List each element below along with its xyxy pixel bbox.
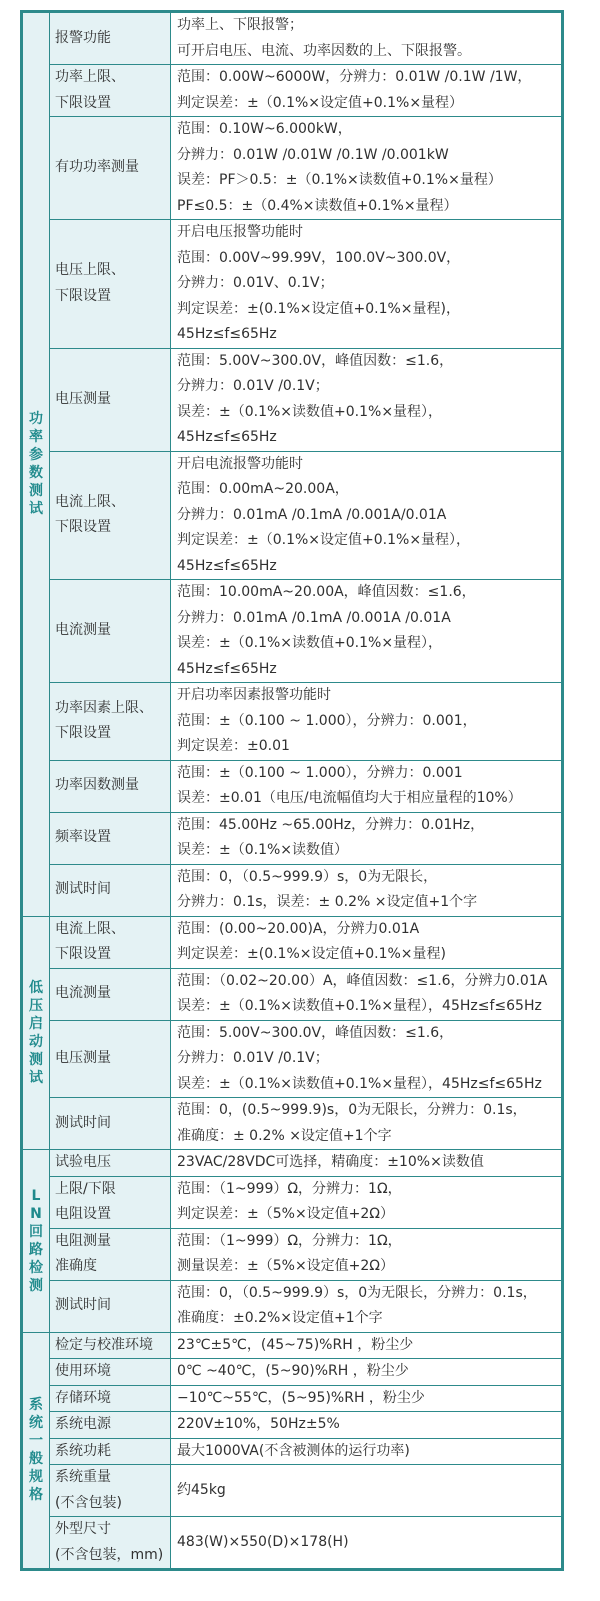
- spec-value: [171, 760, 563, 812]
- spec-row: [22, 1020, 563, 1098]
- spec-table-body: [22, 12, 563, 1570]
- spec-label-line: 电流测量: [55, 985, 111, 1002]
- spec-label-line: 电流上限、: [55, 920, 125, 937]
- spec-label: [50, 760, 171, 812]
- spec-value: [171, 220, 563, 349]
- spec-value-line: 判定误差：±（0.1%×设定值+0.1%×量程），: [177, 532, 471, 548]
- spec-value-line: 45Hz≤f≤65Hz: [177, 660, 277, 677]
- spec-row: [22, 812, 563, 864]
- spec-value-line: 判定误差：±（5%×设定值+2Ω）: [177, 1206, 395, 1222]
- spec-label-line: 电流上限、: [55, 493, 125, 510]
- spec-value-line: 45Hz≤f≤65Hz: [177, 326, 277, 342]
- spec-value-line: 误差：PF＞0.5：±（0.1%×读数值+0.1%×量程）: [177, 172, 502, 188]
- spec-label: [50, 220, 171, 349]
- spec-label-line: 存储环境: [55, 1389, 111, 1406]
- spec-row: [22, 683, 563, 761]
- spec-value: [171, 683, 563, 761]
- section-title: 系 统 一 般 规 格: [22, 1332, 50, 1570]
- spec-value-line: 分辨力：0.01V /0.1V；: [177, 1050, 329, 1066]
- spec-row: [22, 220, 563, 349]
- spec-value-line: 分辨力：0.01W /0.01W /0.1W /0.001kW: [177, 146, 449, 163]
- spec-value-line: 范围：±（0.100 ~ 1.000），分辨力：0.001，: [177, 712, 477, 729]
- spec-value-line: 误差：±（0.1%×读数值+0.1%×量程），45Hz≤f≤65Hz: [177, 1075, 542, 1092]
- spec-value: [171, 1176, 563, 1228]
- spec-value-line: 可开启电压、电流、功率因数的上、下限报警。: [177, 42, 471, 59]
- spec-label-line: 下限设置: [55, 287, 111, 304]
- spec-row: [22, 117, 563, 220]
- spec-value-line: 范围：(0.00~20.00)A，分辨力0.01A: [177, 920, 420, 937]
- spec-row: [22, 1280, 563, 1332]
- spec-value-line: 测量误差：±（5%×设定值+2Ω）: [177, 1258, 395, 1274]
- spec-row: [22, 760, 563, 812]
- spec-value: [171, 1359, 563, 1386]
- spec-label-line: 电压测量: [55, 1050, 111, 1066]
- spec-value-line: 23℃±5℃，(45~75)%RH ，粉尘少: [177, 1336, 414, 1353]
- spec-row: [22, 348, 563, 451]
- spec-label-line: 电阻设置: [55, 1206, 111, 1222]
- spec-label: [50, 1020, 171, 1098]
- spec-value-line: 范围：5.00V~300.0V，峰值因数：≤1.6，: [177, 352, 454, 369]
- spec-value-line: 范围：0.10W~6.000kW，: [177, 121, 352, 137]
- spec-row: [22, 916, 563, 968]
- spec-label: [50, 348, 171, 451]
- spec-label-line: 报警功能: [55, 29, 111, 46]
- spec-label-line: 检定与校准环境: [55, 1336, 153, 1353]
- spec-label-line: 电流测量: [55, 622, 111, 639]
- spec-row: [22, 864, 563, 916]
- spec-label-line: 有功功率测量: [55, 159, 139, 176]
- spec-value-line: 范围：（1~999）Ω，分辨力：1Ω，: [177, 1232, 402, 1249]
- spec-label: [50, 451, 171, 580]
- spec-value: [171, 1385, 563, 1412]
- spec-value-line: 功率上、下限报警；: [177, 17, 303, 33]
- spec-value: [171, 1098, 563, 1150]
- spec-value-line: 开启功率因素报警功能时: [177, 687, 331, 703]
- spec-value: [171, 1465, 563, 1517]
- spec-value-line: 23VAC/28VDC可选择，精确度：±10%×读数值: [177, 1154, 484, 1170]
- spec-label-line: 频率设置: [55, 829, 111, 846]
- spec-value-line: PF≤0.5：±（0.4%×读数值+0.1%×量程）: [177, 197, 458, 214]
- spec-label-line: 电压测量: [55, 390, 111, 407]
- spec-row: [22, 1465, 563, 1517]
- spec-value-line: 范围：±（0.100 ~ 1.000），分辨力：0.001: [177, 764, 463, 781]
- spec-value: [171, 1150, 563, 1177]
- spec-label: [50, 683, 171, 761]
- section-title: L N 回 路 检 测: [22, 1150, 50, 1333]
- spec-row: [22, 1438, 563, 1465]
- spec-value-line: 范围：45.00Hz ~65.00Hz，分辨力：0.01Hz，: [177, 816, 485, 833]
- spec-label-line: 系统重量: [55, 1469, 111, 1485]
- spec-value-line: 范围：0.00mA~20.00A，: [177, 481, 349, 497]
- spec-value: [171, 348, 563, 451]
- spec-label-line: 准确度: [55, 1258, 97, 1274]
- spec-value-line: 开启电流报警功能时: [177, 455, 303, 472]
- spec-value: [171, 117, 563, 220]
- spec-value-line: 范围：0，(0.5~999.9)s，0为无限长，分辨力：0.1s，: [177, 1102, 527, 1118]
- spec-value-line: 范围：10.00mA~20.00A，峰值因数：≤1.6，: [177, 584, 476, 600]
- spec-label: [50, 864, 171, 916]
- spec-value-line: 分辨力：0.01V /0.1V；: [177, 378, 329, 394]
- spec-row: [22, 1412, 563, 1439]
- spec-label: [50, 1332, 171, 1359]
- spec-value-line: 误差：±（0.1%×读数值+0.1%×量程），45Hz≤f≤65Hz: [177, 998, 542, 1014]
- spec-value-line: 范围：（1~999）Ω，分辨力：1Ω，: [177, 1180, 402, 1197]
- spec-value: [171, 916, 563, 968]
- spec-label-line: 测试时间: [55, 881, 111, 898]
- spec-label: [50, 12, 171, 65]
- spec-value-line: 判定误差：±(0.1%×设定值+0.1%×量程)，: [177, 300, 460, 317]
- spec-value-line: 准确度：± 0.2% ×设定值+1个字: [177, 1127, 392, 1144]
- spec-label-line: 下限设置: [55, 94, 111, 111]
- spec-label-line: (不含包装，mm): [55, 1546, 164, 1563]
- spec-value-line: 误差：±（0.1%×读数值+0.1%×量程），: [177, 403, 443, 420]
- spec-row: [22, 65, 563, 117]
- spec-label: [50, 65, 171, 117]
- spec-value-line: 范围：0，（0.5~999.9）s，0为无限长，: [177, 868, 438, 885]
- section-title: 功 率 参 数 测 试: [22, 12, 50, 917]
- spec-label: [50, 1385, 171, 1412]
- spec-value: [171, 1020, 563, 1098]
- spec-label-line: 测试时间: [55, 1297, 111, 1314]
- spec-value-line: 483(W)×550(D)×178(H): [177, 1533, 349, 1550]
- spec-value-line: 分辨力：0.01mA /0.1mA /0.001A /0.01A: [177, 609, 451, 626]
- spec-value: [171, 812, 563, 864]
- spec-value: [171, 1412, 563, 1439]
- spec-label: [50, 1098, 171, 1150]
- spec-row: [22, 451, 563, 580]
- spec-value-line: 开启电压报警功能时: [177, 224, 303, 240]
- spec-row: [22, 968, 563, 1020]
- spec-value: [171, 12, 563, 65]
- spec-value-line: 误差：±（0.1%×读数值）: [177, 842, 349, 858]
- spec-label: [50, 1517, 171, 1570]
- spec-label: [50, 1176, 171, 1228]
- spec-row: [22, 1332, 563, 1359]
- spec-value: [171, 580, 563, 683]
- spec-row: [22, 1098, 563, 1150]
- spec-value-line: 0℃ ~40℃，(5~90)%RH ，粉尘少: [177, 1363, 409, 1379]
- spec-label-line: 功率上限、: [55, 69, 125, 85]
- spec-value: [171, 968, 563, 1020]
- spec-value-line: 分辨力：0.01mA /0.1mA /0.001A/0.01A: [177, 506, 447, 523]
- spec-label-line: 电阻测量: [55, 1232, 111, 1249]
- spec-label-line: 下限设置: [55, 519, 111, 536]
- spec-value: [171, 1228, 563, 1280]
- spec-label-line: 试验电压: [55, 1154, 111, 1170]
- spec-label: [50, 117, 171, 220]
- spec-value-line: 分辨力：0.1s，误差：± 0.2% ×设定值+1个字: [177, 894, 478, 910]
- spec-row: [22, 1517, 563, 1570]
- spec-value: [171, 1438, 563, 1465]
- spec-value: [171, 1332, 563, 1359]
- spec-label: [50, 1465, 171, 1517]
- spec-row: [22, 12, 563, 65]
- spec-label-line: 下限设置: [55, 725, 111, 742]
- spec-value-line: 准确度：±0.2%×设定值+1个字: [177, 1310, 383, 1326]
- spec-label: [50, 580, 171, 683]
- spec-label: [50, 812, 171, 864]
- spec-value: [171, 864, 563, 916]
- spec-value: [171, 451, 563, 580]
- spec-value-line: −10℃~55℃，(5~95)%RH ，粉尘少: [177, 1389, 425, 1406]
- spec-label-line: 使用环境: [55, 1363, 111, 1379]
- spec-row: [22, 580, 563, 683]
- spec-value-line: 判定误差：±（0.1%×设定值+0.1%×量程）: [177, 94, 464, 111]
- spec-label-line: 测试时间: [55, 1114, 111, 1131]
- spec-label: [50, 1412, 171, 1439]
- spec-label-line: 上限/下限: [55, 1180, 116, 1197]
- spec-label-line: 下限设置: [55, 946, 111, 962]
- spec-label-line: 外型尺寸: [55, 1521, 111, 1537]
- spec-row: [22, 1176, 563, 1228]
- spec-value-line: 最大1000VA(不含被测体的运行功率): [177, 1442, 410, 1459]
- spec-row: [22, 1359, 563, 1386]
- spec-value: [171, 65, 563, 117]
- spec-value-line: 判定误差：±0.01: [177, 738, 290, 754]
- spec-row: [22, 1228, 563, 1280]
- spec-value: [171, 1280, 563, 1332]
- spec-value-line: 220V±10%，50Hz±5%: [177, 1416, 340, 1432]
- spec-value-line: 范围：（0.02~20.00）A，峰值因数：≤1.6，分辨力0.01A: [177, 972, 548, 989]
- spec-value-line: 分辨力：0.01V、0.1V；: [177, 275, 334, 291]
- spec-value: [171, 1517, 563, 1570]
- spec-label: [50, 1438, 171, 1465]
- spec-value-line: 误差：±（0.1%×读数值+0.1%×量程），: [177, 635, 443, 651]
- spec-value-line: 约45kg: [177, 1481, 226, 1498]
- spec-label: [50, 1228, 171, 1280]
- spec-label: [50, 1280, 171, 1332]
- spec-table: [20, 10, 564, 1571]
- spec-label: [50, 1359, 171, 1386]
- spec-value-line: 判定误差：±(0.1%×设定值+0.1%×量程): [177, 946, 446, 962]
- spec-label-line: 电压上限、: [55, 262, 125, 279]
- spec-label: [50, 968, 171, 1020]
- spec-label-line: 系统电源: [55, 1416, 111, 1432]
- spec-value-line: 范围：0.00V~99.99V，100.0V~300.0V，: [177, 249, 461, 266]
- spec-value-line: 范围：5.00V~300.0V，峰值因数：≤1.6，: [177, 1024, 454, 1041]
- spec-value-line: 45Hz≤f≤65Hz: [177, 429, 277, 445]
- spec-value-line: 45Hz≤f≤65Hz: [177, 557, 277, 574]
- spec-label: [50, 1150, 171, 1177]
- spec-value-line: 范围：0，（0.5~999.9）s，0为无限长，分辨力：0.1s，: [177, 1284, 537, 1301]
- spec-row: [22, 1385, 563, 1412]
- spec-label-line: (不含包装): [55, 1494, 122, 1511]
- section-title: 低 压 启 动 测 试: [22, 916, 50, 1150]
- spec-value-line: 范围：0.00W~6000W，分辨力：0.01W /0.1W /1W，: [177, 69, 532, 85]
- spec-row: [22, 1150, 563, 1177]
- spec-label-line: 系统功耗: [55, 1442, 111, 1459]
- spec-value-line: 误差：±0.01（电压/电流幅值均大于相应量程的10%）: [177, 790, 522, 806]
- spec-label-line: 功率因数测量: [55, 777, 139, 794]
- spec-label: [50, 916, 171, 968]
- spec-label-line: 功率因素上限、: [55, 699, 153, 716]
